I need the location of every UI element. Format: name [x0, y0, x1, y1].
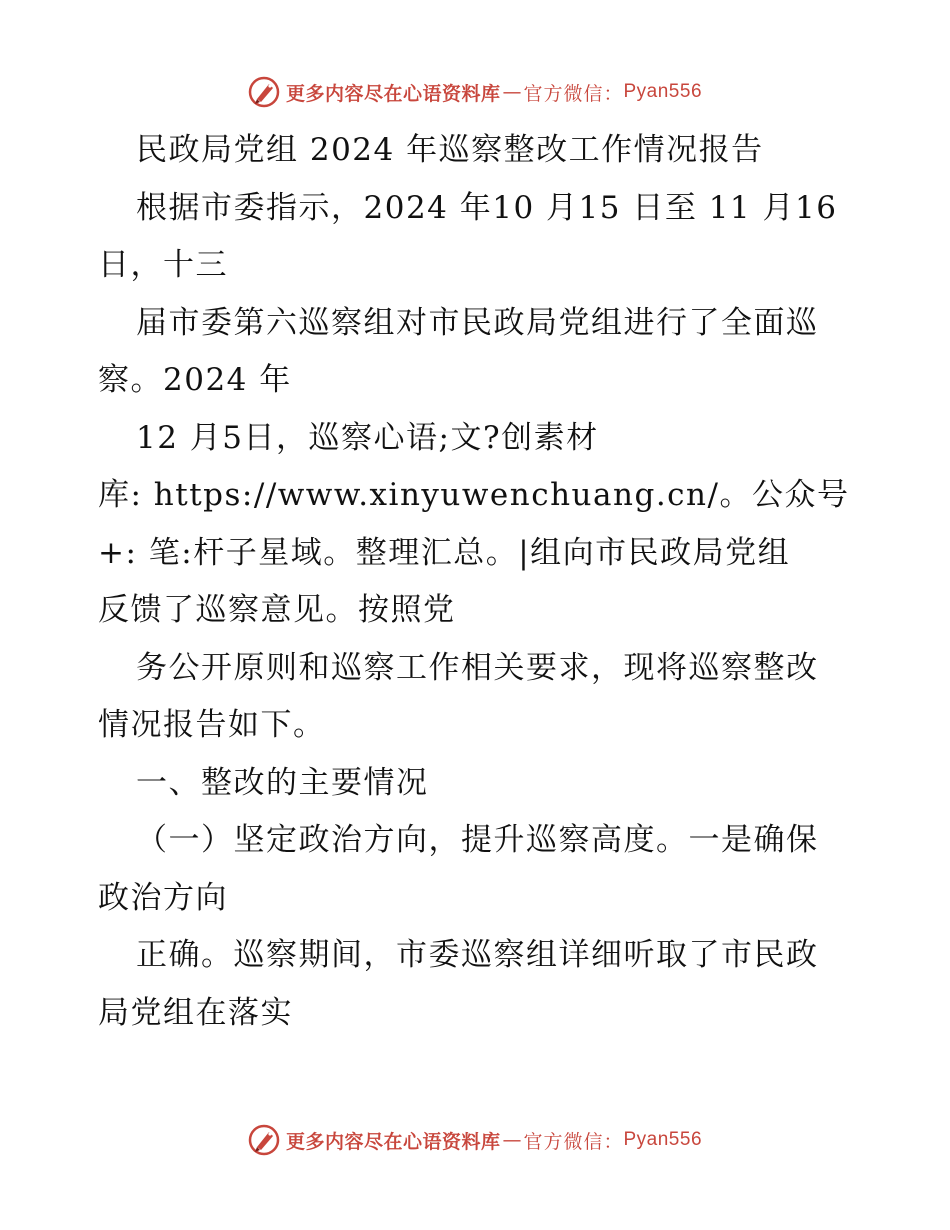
text-line: 务公开原则和巡察工作相关要求，现将巡察整改	[136, 649, 819, 686]
banner-separator: —	[502, 81, 522, 103]
text-line: 情况报告如下。	[98, 707, 326, 743]
text-line: 正确。巡察期间，市委巡察组详细听取了市民政	[136, 937, 819, 973]
text-line: 局党组在落实	[98, 994, 293, 1031]
banner-wechat-label: 官方微信：	[523, 82, 624, 105]
text-line: 根据市委指示，2024 年10 月15 日至 11 月16	[136, 189, 838, 226]
header-banner	[0, 72, 950, 112]
text-line: 一、整改的主要情况	[136, 764, 429, 801]
pen-logo-icon	[248, 76, 280, 108]
banner-wechat-id: Pyan556	[623, 1129, 703, 1150]
document-title: 民政局党组 2024 年巡察整改工作情况报告	[136, 132, 764, 168]
text-line: （一）坚定政治方向，提升巡察高度。一是确保	[136, 822, 819, 858]
text-line: 日，十三	[98, 247, 228, 283]
banner-text: 更多内容尽在心语资料库	[285, 82, 501, 105]
pen-logo-icon	[248, 1124, 280, 1156]
text-line: 届市委第六巡察组对市民政局党组进行了全面巡	[136, 304, 819, 341]
text-line: 反馈了巡察意见。按照党	[98, 592, 456, 628]
text-line: +: 笔:杆子星域。整理汇总。|组向市民政局党组	[98, 534, 791, 571]
banner-wechat-label: 官方微信：	[523, 1130, 624, 1153]
text-line: 库: https://www.xinyuwenchuang.cn/。公众号	[98, 477, 850, 513]
banner-wechat-id: Pyan556	[623, 81, 703, 102]
document-body	[98, 122, 868, 1042]
text-line: 政治方向	[98, 879, 228, 916]
banner-text: 更多内容尽在心语资料库	[285, 1130, 501, 1153]
text-line: 12 月5日，巡察心语;文?创素材	[136, 419, 599, 456]
text-line: 察。2024 年	[98, 362, 292, 398]
footer-banner	[0, 1120, 950, 1160]
banner-separator: —	[502, 1129, 522, 1151]
